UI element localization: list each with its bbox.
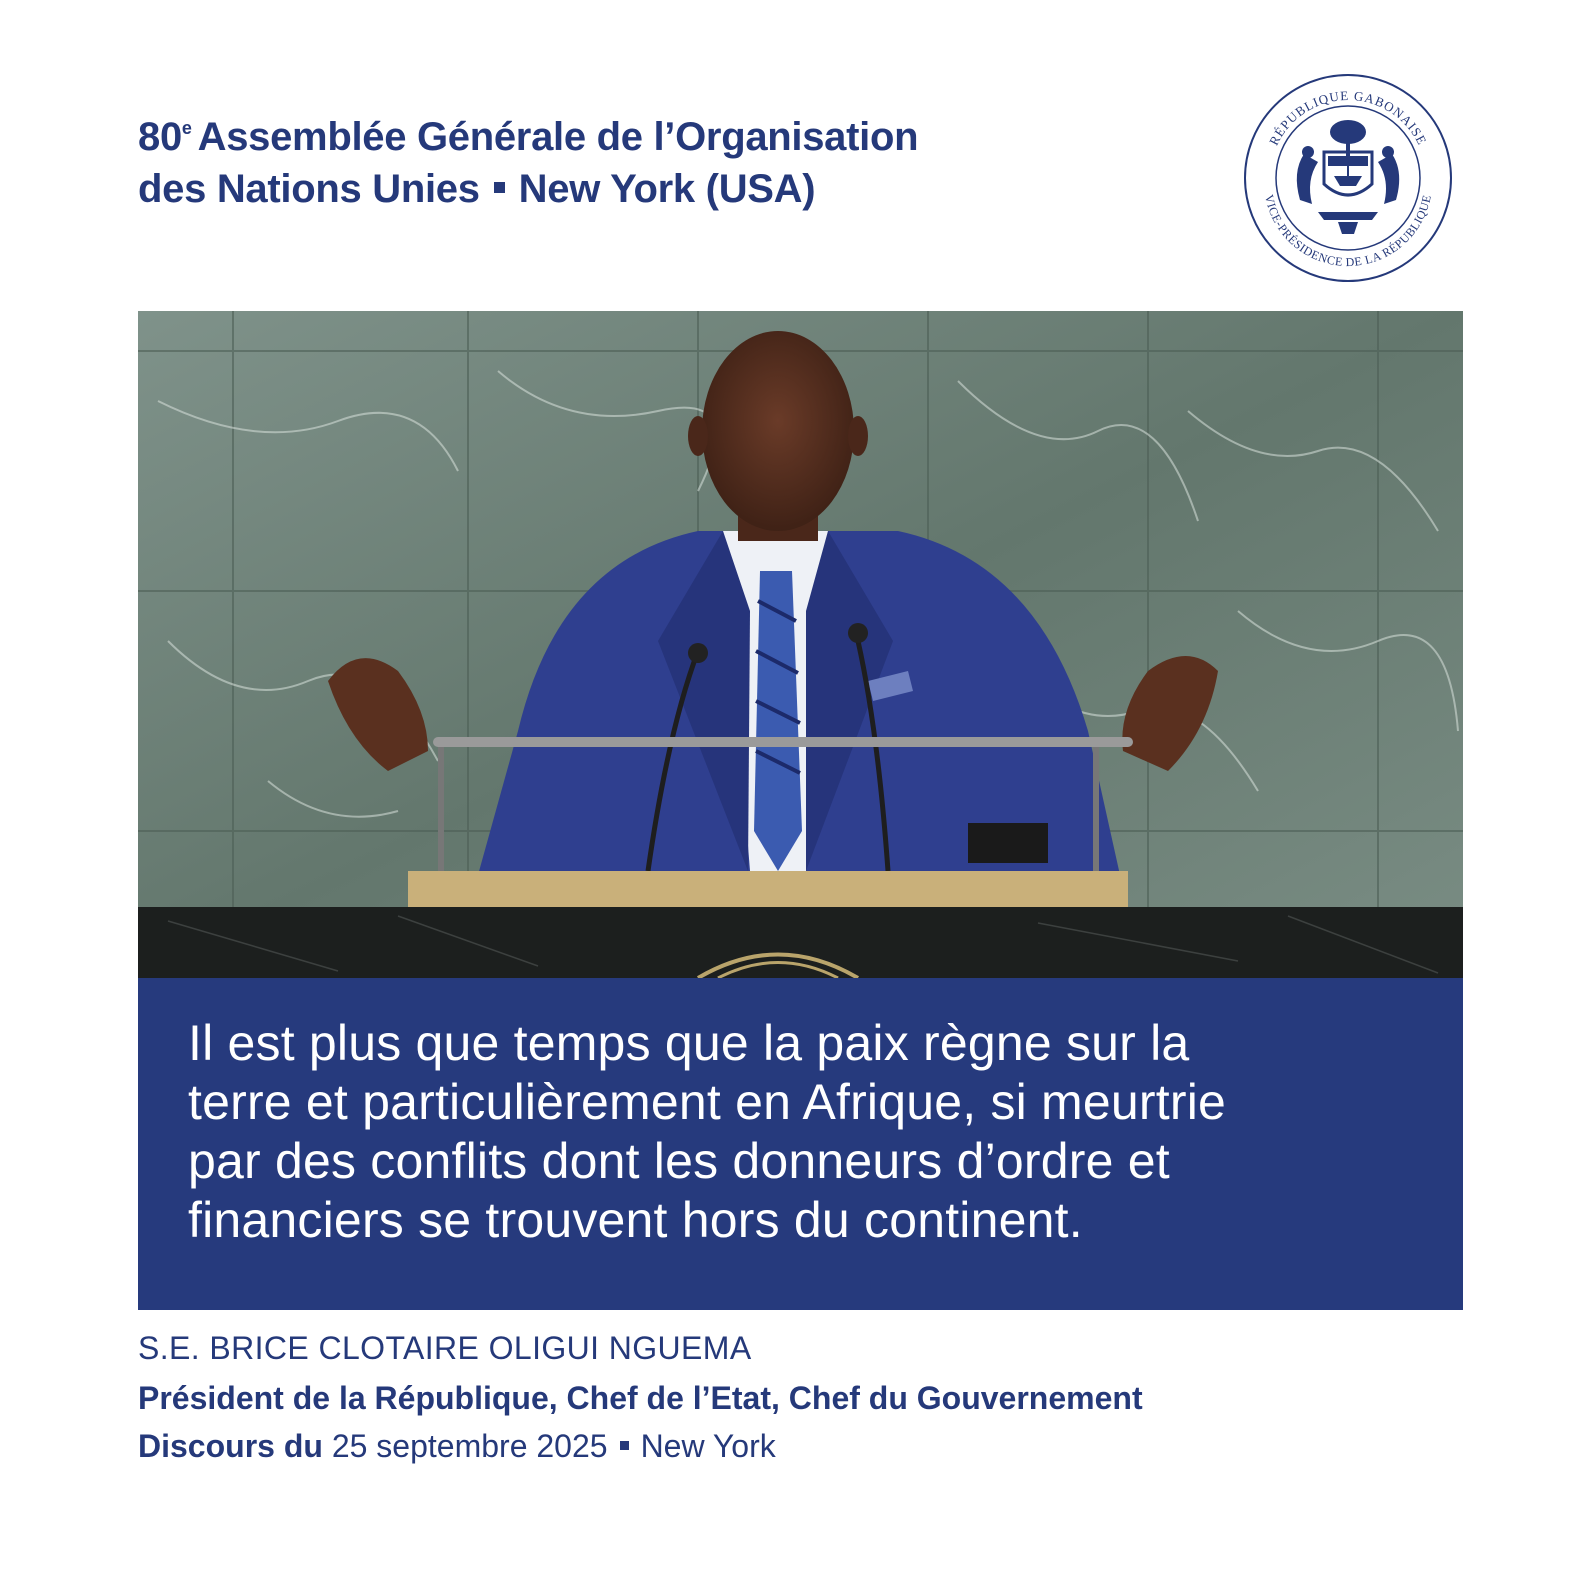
quote-panel [138,978,1463,1310]
title-line-2-location: New York (USA) [518,167,816,211]
separator-square-icon [494,182,505,193]
title-line-1-text: Assemblée Générale de l’Organisation [197,115,919,159]
title-line-2 [138,163,1038,215]
session-number: 80 [138,115,182,159]
separator-square-icon [620,1441,629,1450]
title-line-1 [138,102,1038,163]
speech-label: Discours du [138,1428,323,1464]
session-ordinal-suffix: e [181,118,192,138]
page-title [138,102,1038,215]
speaker-role: Président de la République, Chef de l’Etat, Chef du Gouvernement [138,1380,1143,1416]
vice-presidency-seal [1242,72,1454,284]
title-line-2-org: des Nations Unies [138,167,480,211]
quote-line: Il est plus que temps que la paix règne sur la [188,1015,1190,1071]
speech-place: New York [640,1428,776,1464]
seal-emblem-icon [1242,72,1454,284]
seal-top-text: RÉPUBLIQUE GABONAISE [1265,87,1431,148]
speech-info [138,1428,776,1465]
quote-line: terre et particulièrement en Afrique, si meurtrie [188,1074,1227,1130]
quote-text [188,1014,1418,1250]
quote-line: financiers se trouvent hors du continent. [188,1192,1083,1248]
speaker-name: S.E. BRICE CLOTAIRE OLIGUI NGUEMA [138,1330,752,1366]
speaker-photo [138,311,1463,978]
quote-line: par des conflits dont les donneurs d’ordre et [188,1133,1170,1189]
seal-bottom-text: VICE-PRÉSIDENCE DE LA RÉPUBLIQUE [1262,193,1434,270]
speech-date: 25 septembre 2025 [331,1428,608,1464]
